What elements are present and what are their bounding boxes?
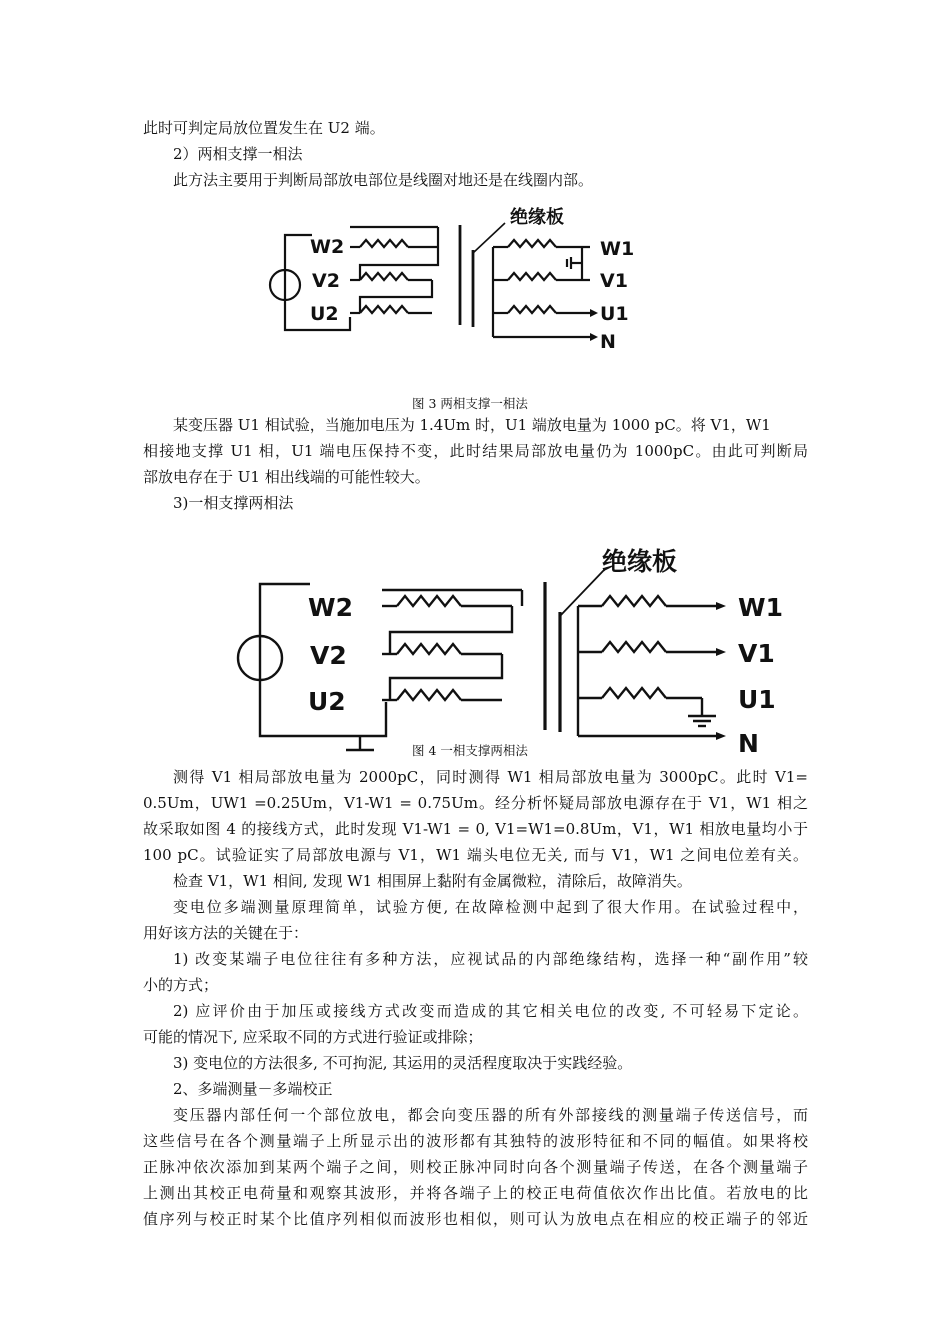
fig4-label-n: N [738, 729, 759, 758]
list-item: 1) 改变某端子电位往往有多种方法，应视试品的内部绝缘结构，选择一种“副作用”较 [173, 950, 808, 968]
text-line: 这些信号在各个测量端子上所显示出的波形都有其独特的波形特征和不同的幅值。如果将校 [143, 1132, 808, 1150]
section-heading: 2）两相支撑一相法 [173, 145, 303, 163]
section-heading: 3)一相支撑两相法 [173, 494, 294, 512]
figure-3-diagram [260, 205, 640, 355]
text-line: 测得 V1 相局部放电量为 2000pC，同时测得 W1 相局部放电量为 3000pC。此时 V1= [173, 768, 808, 786]
list-item: 3) 变电位的方法很多, 不可拘泥, 其运用的灵活程度取决于实践经验。 [173, 1054, 633, 1072]
figure-4-diagram [232, 540, 792, 758]
text-line: 用好该方法的关键在于： [143, 924, 309, 942]
text-line: 故采取如图 4 的接线方式，此时发现 V1-W1 = 0, V1=W1=0.8Um，V1，W1 相放电量均小于 [143, 820, 808, 838]
text-line: 变压器内部任何一个部位放电，都会向变压器的所有外部接线的测量端子传送信号，而 [173, 1106, 808, 1124]
text-line: 某变压器 U1 相试验，当施加电压为 1.4Um 时，U1 端放电量为 1000 pC。将 V1，W1 [173, 416, 771, 434]
fig3-label-n: N [600, 331, 616, 353]
text-line: 部放电存在于 U1 相出线端的可能性较大。 [143, 468, 430, 486]
text-line: 值序列与校正时某个比值序列相似而波形也相似，则可认为放电点在相应的校正端子的邻近 [143, 1210, 808, 1228]
figure-4-caption: 图 4 一相支撑两相法 [412, 743, 528, 758]
list-item: 2) 应评价由于加压或接线方式改变而造成的其它相关电位的改变, 不可轻易下定论。 [173, 1002, 808, 1020]
text-line: 检查 V1，W1 相间, 发现 W1 相围屏上黏附有金属微粒，清除后，故障消失。 [173, 872, 692, 890]
text-line: 此方法主要用于判断局部放电部位是线圈对地还是在线圈内部。 [173, 171, 594, 189]
text-line: 0.5Um，UW1 =0.25Um，V1-W1 = 0.75Um。经分析怀疑局部放电源存在于 V1，W1 相之 [143, 794, 808, 812]
fig4-label-w2: W2 [308, 593, 353, 622]
fig4-label-u1: U1 [738, 685, 776, 714]
fig4-label-v2: V2 [310, 641, 347, 670]
text-line: 相接地支撑 U1 相，U1 端电压保持不变，此时结果局部放电量仍为 1000pC。由此可判断局 [143, 442, 808, 460]
text-line: 上测出其校正电荷量和观察其波形，并将各端子上的校正电荷值依次作出比值。若放电的比 [143, 1184, 808, 1202]
fig3-label-w1: W1 [600, 238, 635, 260]
fig3-label-w2: W2 [310, 236, 345, 258]
fig4-label-u2: U2 [308, 687, 346, 716]
fig3-insulation-label: 绝缘板 [510, 207, 564, 228]
fig4-label-w1: W1 [738, 593, 783, 622]
fig3-label-v1: V1 [600, 270, 628, 292]
text-line: 此时可判定局放位置发生在 U2 端。 [143, 119, 385, 137]
list-item-continued: 可能的情况下, 应采取不同的方式进行验证或排除； [143, 1028, 483, 1046]
text-line: 正脉冲依次添加到某两个端子之间，则校正脉冲同时向各个测量端子传送，在各个测量端子 [143, 1158, 808, 1176]
fig4-label-v1: V1 [738, 639, 775, 668]
text-line: 100 pC。试验证实了局部放电源与 V1，W1 端头电位无关, 而与 V1，W1 之间电位差有关。 [143, 846, 808, 864]
list-item-continued: 小的方式； [143, 976, 219, 994]
section-heading: 2、多端测量－多端校正 [173, 1080, 333, 1098]
fig3-label-u1: U1 [600, 303, 629, 325]
fig3-label-v2: V2 [312, 270, 340, 292]
fig3-label-u2: U2 [310, 303, 339, 325]
fig4-insulation-label: 绝缘板 [602, 547, 678, 576]
text-line: 变电位多端测量原理简单，试验方便, 在故障检测中起到了很大作用。在试验过程中， [173, 898, 808, 916]
figure-3-caption: 图 3 两相支撑一相法 [412, 396, 528, 411]
